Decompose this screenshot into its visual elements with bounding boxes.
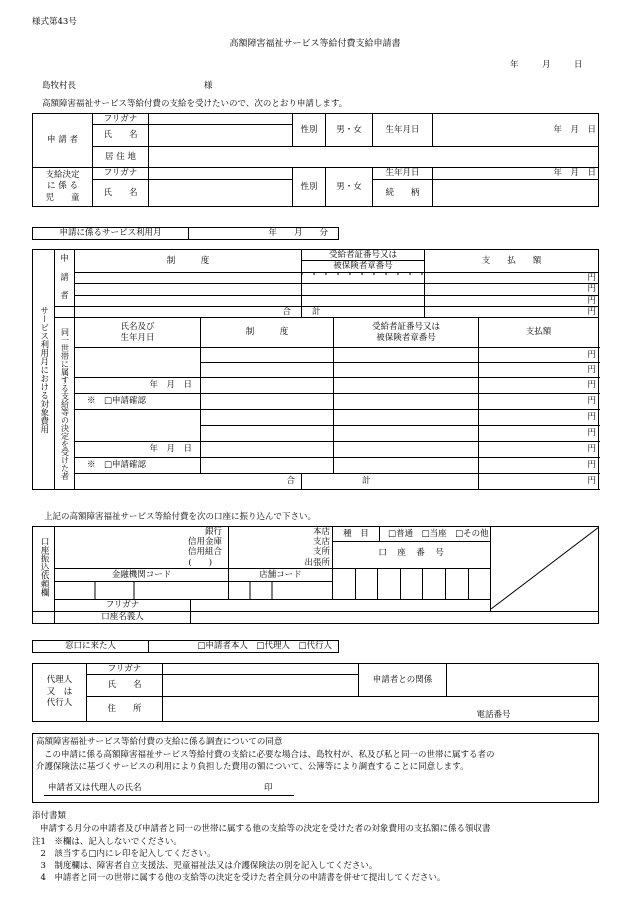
- agent-furigana-label: フリガナ: [87, 664, 163, 675]
- usage-side-label: サービス利用月における対象費用: [33, 250, 55, 490]
- applicant-address-field[interactable]: [149, 147, 599, 168]
- usage-row-3-system[interactable]: [75, 295, 302, 306]
- applicant-group-label: 申 請 者: [33, 114, 93, 168]
- usage-table: [32, 249, 599, 490]
- service-month-label: 申請に係るサービス利用月: [33, 228, 189, 240]
- hh-1-pay-b[interactable]: 円: [479, 363, 599, 378]
- hh-2-name[interactable]: [75, 410, 201, 442]
- consent-body-1: この申請に係る高額障害福祉サービス等給付費の支給に必要な場合は、島牧村が、私及び私と同一の世帯に属する者の: [44, 750, 495, 760]
- hh-2-pay-d[interactable]: 円: [479, 458, 599, 474]
- account-number-digits[interactable]: [333, 569, 491, 600]
- applicant-dob-label: 生年月日: [373, 114, 433, 147]
- usage-row-3-cert[interactable]: [302, 295, 425, 306]
- hh-2-system-b[interactable]: [201, 426, 334, 442]
- intro-text: 高額障害福祉サービス等給付費の支給を受けたいので、次のとおり申請します。: [42, 99, 348, 109]
- hh-1-cert-d[interactable]: [334, 394, 479, 410]
- applicant-table: [32, 113, 599, 207]
- hh-1-confirm[interactable]: ※ □申請確認: [75, 394, 201, 410]
- service-month-table: [32, 227, 339, 240]
- usage-row-3-pay[interactable]: 円: [425, 295, 599, 306]
- agent-address-field[interactable]: [163, 697, 447, 722]
- usage-row-1-pay[interactable]: 円: [425, 272, 599, 283]
- visitor-options[interactable]: □申請者本人 □代理人 □代行人: [149, 641, 339, 653]
- branch-code-field[interactable]: [229, 582, 333, 600]
- applicant-vertical-label: 申 請 者: [55, 250, 75, 307]
- consent-sign-label: 申請者又は代理人の氏名: [48, 783, 142, 793]
- visitor-table: [32, 640, 339, 653]
- usage-row-2-system[interactable]: [75, 284, 302, 295]
- hh-2-dob[interactable]: 年 月 日: [75, 442, 201, 458]
- child-dob-label: 生年月日: [373, 168, 433, 180]
- usage-col-system: 制 度: [75, 250, 302, 273]
- hh-2-cert-b[interactable]: [334, 426, 479, 442]
- attach-title: 添付書類: [32, 811, 67, 821]
- bank-code-label: 金融機関コード: [55, 569, 229, 582]
- holder-furigana-label: フリガナ: [55, 600, 191, 612]
- holder-field[interactable]: [191, 612, 599, 624]
- agent-name-label: 氏 名: [87, 675, 163, 697]
- applicant-name-field[interactable]: [149, 125, 293, 147]
- bank-intro: 上記の高額障害福祉サービス等給付費を次の口座に振り込んで下さい。: [44, 512, 317, 522]
- applicant-label-spacer: [55, 307, 75, 318]
- account-type-area: [333, 527, 491, 569]
- usage-col-cert-1: 受給者証番号又は: [302, 250, 425, 261]
- branch-code-label: 店舗コード: [229, 569, 333, 582]
- agent-relation-field[interactable]: [447, 664, 599, 697]
- form-number: 様式第43号: [32, 17, 77, 27]
- note-1: 注1 ※欄は、記入しないでください。: [32, 837, 182, 847]
- addressee-sama: 様: [204, 81, 213, 91]
- hh-1-system-d[interactable]: [201, 394, 334, 410]
- account-number-label: 口 座 番 号: [378, 548, 445, 558]
- holder-label: 口座名義人: [55, 612, 191, 624]
- applicant-sex-options[interactable]: 男・女: [326, 114, 373, 147]
- agent-table: [32, 663, 599, 722]
- usage-total-right: 計: [302, 307, 425, 318]
- applicant-address-label: 居 住 地: [93, 147, 149, 168]
- child-sex-label: 性別: [293, 168, 326, 207]
- hh-col-name: 氏名及び 生年月日: [75, 318, 201, 348]
- hh-1-name[interactable]: [75, 348, 201, 378]
- household-vertical-label: 同一世帯に属する支給等の決定を受けた者: [55, 318, 75, 490]
- hh-total-pay[interactable]: 円: [479, 474, 599, 490]
- hh-1-pay-d[interactable]: 円: [479, 394, 599, 410]
- bank-type-options[interactable]: 銀行 信用金庫 信用組合 ( ): [55, 527, 229, 569]
- addressee-name: 島牧村長: [42, 81, 77, 91]
- hh-1-system-a[interactable]: [201, 348, 334, 363]
- hh-1-dob[interactable]: 年 月 日: [75, 378, 201, 394]
- child-relation-label: 続 柄: [373, 180, 433, 207]
- consent-seal: 印: [264, 783, 273, 793]
- child-furigana-field[interactable]: [149, 168, 293, 180]
- hh-2-system-c[interactable]: [201, 442, 334, 458]
- hh-total-left: 合: [75, 474, 302, 490]
- slash-line: [491, 527, 599, 609]
- hh-1-pay-a[interactable]: 円: [479, 348, 599, 363]
- visitor-label: 窓口に来た人: [33, 641, 149, 653]
- hh-2-system-d[interactable]: [201, 458, 334, 474]
- hh-col-system: 制 度: [201, 318, 334, 348]
- date-day: 日: [574, 60, 583, 70]
- child-relation-field[interactable]: [433, 180, 599, 207]
- hh-1-cert-c[interactable]: [334, 378, 479, 394]
- child-name-label: 氏 名: [93, 180, 149, 207]
- hh-2-system-a[interactable]: [201, 410, 334, 426]
- form-title: 高額障害福祉サービス等給付費支給申請書: [229, 39, 401, 49]
- child-group-label: 支給決定 に 係 る 児 童: [33, 168, 93, 207]
- hh-1-cert-a[interactable]: [334, 348, 479, 363]
- usage-col-pay: 支 払 額: [425, 250, 599, 273]
- holder-furigana-field[interactable]: [191, 600, 491, 612]
- agent-name-field[interactable]: [163, 675, 359, 697]
- usage-row-2-cert[interactable]: [302, 284, 425, 295]
- applicant-furigana-field[interactable]: [149, 114, 293, 125]
- bank-side-label: 口座振込依頼欄: [33, 527, 55, 612]
- child-dob-field[interactable]: 年 月 日: [433, 168, 599, 180]
- usage-row-1-system[interactable]: [75, 272, 302, 283]
- usage-col-cert-2: 被保険者章番号: [302, 261, 425, 272]
- agent-address-label: 住 所: [87, 697, 163, 722]
- applicant-name-label: 氏 名: [93, 125, 149, 147]
- hh-2-pay-a[interactable]: 円: [479, 410, 599, 426]
- agent-relation-label: 申請者との関係: [359, 664, 447, 697]
- bank-table: [32, 526, 599, 624]
- child-sex-options[interactable]: 男・女: [326, 168, 373, 207]
- consent-sign-line[interactable]: [44, 795, 294, 796]
- hh-2-cert-c[interactable]: [334, 442, 479, 458]
- agent-side-label: 代理人 又 は 代行人: [33, 664, 87, 722]
- date-year: 年: [510, 60, 519, 70]
- note-4: 4 申請者と同一の世帯に属する他の支給等の決定を受けた者全員分の申請書を併せて提出してください。: [32, 873, 446, 883]
- applicant-dob-field[interactable]: 年 月 日: [433, 114, 599, 147]
- account-kind-options[interactable]: □普通 □当座 □その他: [388, 528, 489, 539]
- date-month: 月: [542, 60, 551, 70]
- hh-1-pay-c[interactable]: 円: [479, 378, 599, 394]
- hh-1-system-c[interactable]: [201, 378, 334, 394]
- attach-body: 申請する月分の申請者及び申請者と同一の世帯に属する他の支給等の決定を受けた者の対象費用の支払額に係る領収書: [40, 824, 491, 834]
- applicant-furigana-label: フリガナ: [93, 114, 149, 125]
- hh-2-confirm[interactable]: ※ □申請確認: [75, 458, 201, 474]
- consent-body-2: 介護保険法に基づくサービスの利用により負担した費用の額について、公簿等により調査することに同意します。: [36, 762, 469, 772]
- hh-1-cert-b[interactable]: [334, 363, 479, 378]
- account-kind-label: 種 目: [333, 527, 380, 541]
- agent-furigana-field[interactable]: [163, 664, 359, 675]
- usage-row-2-pay[interactable]: 円: [425, 284, 599, 295]
- hh-total-right: 計: [302, 474, 479, 490]
- usage-total-left: 合: [75, 307, 302, 318]
- service-month-field[interactable]: 年 月 分: [189, 228, 339, 240]
- bank-code-field[interactable]: [55, 582, 229, 600]
- hh-col-cert: 受給者証番号又は 被保険者章番号: [334, 318, 479, 348]
- applicant-sex-label: 性別: [293, 114, 326, 147]
- hh-col-pay: 支払額: [479, 318, 599, 348]
- child-name-field[interactable]: [149, 180, 293, 207]
- hh-2-pay-b[interactable]: 円: [479, 426, 599, 442]
- child-furigana-label: フリガナ: [93, 168, 149, 180]
- hh-2-pay-c[interactable]: 円: [479, 442, 599, 458]
- usage-row-1-cert[interactable]: [302, 272, 425, 283]
- hh-2-cert-d[interactable]: [334, 458, 479, 474]
- branch-type-options[interactable]: 本店 支店 支所 出張所: [229, 527, 333, 569]
- usage-total-pay[interactable]: 円: [425, 307, 599, 318]
- consent-title: 高額障害福祉サービス等給付費の支給に係る調査についての同意: [36, 737, 283, 747]
- note-3: 3 制度欄は、障害者自立支援法、児童福祉法又は介護保険法の別を記入してください。: [32, 861, 378, 871]
- hh-2-cert-a[interactable]: [334, 410, 479, 426]
- note-2: 2 該当する□内にレ印を記入してください。: [32, 849, 216, 859]
- hh-1-system-b[interactable]: [201, 363, 334, 378]
- agent-tel-label: 電話番号: [447, 697, 599, 722]
- bank-slash-cell: [491, 527, 599, 612]
